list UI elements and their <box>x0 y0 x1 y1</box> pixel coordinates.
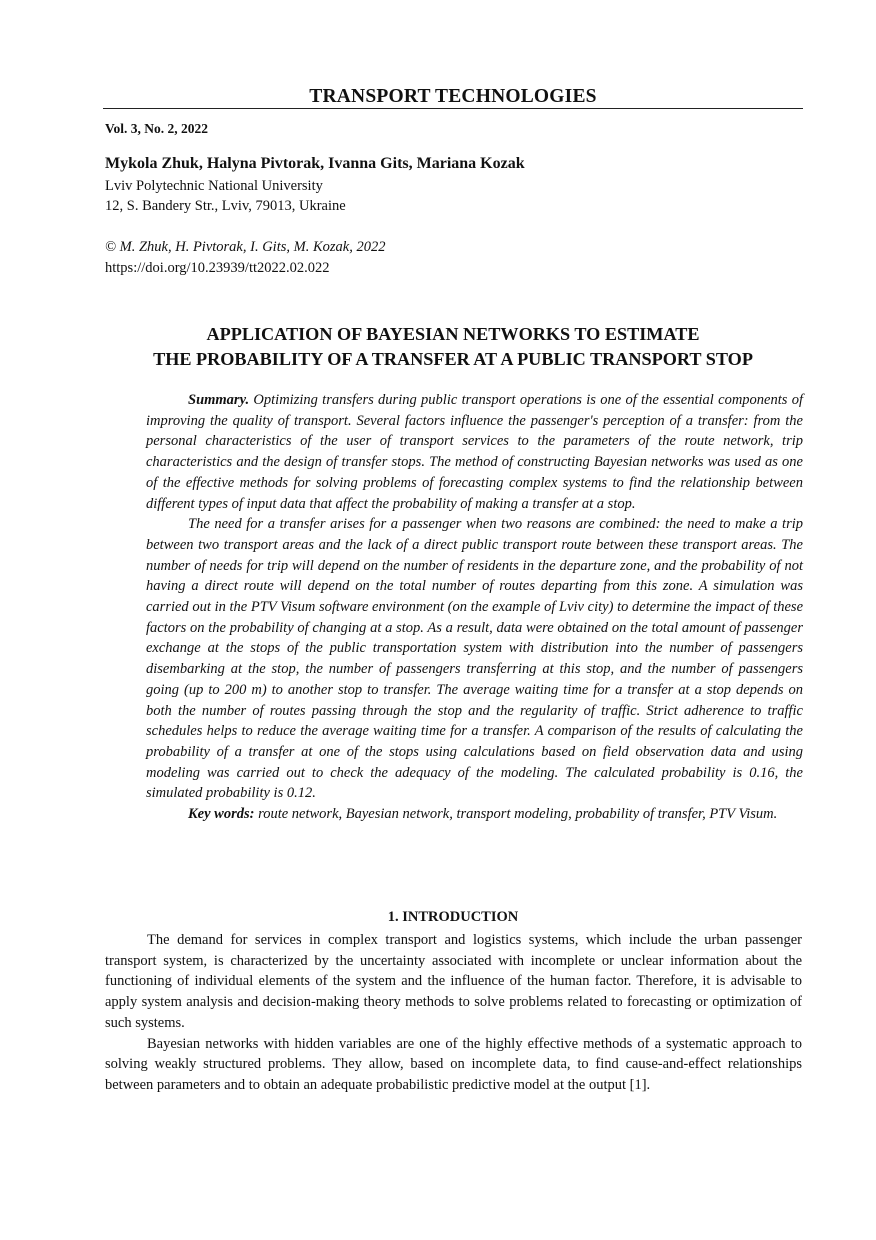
abstract <box>146 390 803 825</box>
paper-title <box>90 322 816 372</box>
copyright: © M. Zhuk, H. Pivtorak, I. Gits, M. Kozak, 2022 <box>105 239 386 255</box>
summary-text: Optimizing transfers during public transport operations is one of the essential components of improving the quality of transport. Several factors influence the passenger's perception of a transfer: from the personal characteristics of the user of transport services to the parameters of the route network, trip characteristics and the design of transfer stops. The method of constructing Bayesian networks was used as one of the effective methods for solving problems of forecasting complex systems to find the relationship between different types of input data that affect the probability of making a transfer at a stop. <box>146 392 803 512</box>
title-line-1: APPLICATION OF BAYESIAN NETWORKS TO ESTIMATE <box>206 324 700 344</box>
intro-paragraph-1: The demand for services in complex transport and logistics systems, which include the urban passenger transport system, is characterized by the uncertainty associated with incomplete or unclear information about the functioning of individual elements of the system and the influence of the human factor. Therefore, it is advisable to apply system analysis and decision-making theory methods to solve problems related to forecasting or optimization of such systems. <box>105 932 802 1031</box>
title-line-2: THE PROBABILITY OF A TRANSFER AT A PUBLIC TRANSPORT STOP <box>153 349 753 369</box>
journal-title: TRANSPORT TECHNOLOGIES <box>309 86 597 107</box>
affiliation: Lviv Polytechnic National University <box>105 178 323 194</box>
intro-paragraph-2: Bayesian networks with hidden variables are one of the highly effective methods of a systematic approach to solving weakly structured problems. They allow, based on incomplete data, to find cause-and-effect relationships between parameters and to obtain an adequate probabilistic predictive model at the output [1]. <box>105 1035 802 1093</box>
introduction-body <box>105 930 802 1096</box>
header-rule <box>103 108 803 109</box>
summary-label: Summary. <box>188 392 250 408</box>
keywords-label: Key words: <box>188 806 255 823</box>
volume-info: Vol. 3, No. 2, 2022 <box>105 121 209 136</box>
keywords-text: route network, Bayesian network, transport modeling, probability of transfer, PTV Visum. <box>258 806 778 823</box>
doi-link[interactable]: https://doi.org/10.23939/tt2022.02.022 <box>105 260 330 276</box>
address: 12, S. Bandery Str., Lviv, 79013, Ukraine <box>105 198 346 214</box>
summary-paragraph <box>146 390 803 514</box>
abstract-paragraph-2: The need for a transfer arises for a passenger when two reasons are combined: the need to make a trip between two transport areas and the lack of a direct public transport route between these transport areas. The number of needs for trip will depend on the number of residents in the departure zone, and the probability of not having a direct route will depend on the total number of routes departing from this zone. A simulation was carried out in the PTV Visum software environment (on the example of Lviv city) to determine the impact of these factors on the probability of changing at a stop. As a result, data were obtained on the total amount of passenger exchange at the stops of the public transportation system with distribution into the number of passengers disembarking at the stop, the number of passengers transferring at this stop, and the number of passengers going (up to 200 m) to another stop to transfer. The average waiting time for a transfer at a stop depends on both the number of routes passing through the stop and the regularity of traffic. Strict adherence to traffic schedules helps to reduce the average waiting time for a transfer. A comparison of the results of calculating the probability of a transfer at one of the stops using calculations based on field observation data and using modeling was carried out to check the adequacy of the modeling. The calculated probability is 0.16, the simulated probability is 0.12. <box>146 516 803 802</box>
section-heading-introduction: 1. INTRODUCTION <box>387 909 519 925</box>
keywords-paragraph <box>146 804 803 825</box>
author-names: Mykola Zhuk, Halyna Pivtorak, Ivanna Gits, Mariana Kozak <box>105 155 525 172</box>
